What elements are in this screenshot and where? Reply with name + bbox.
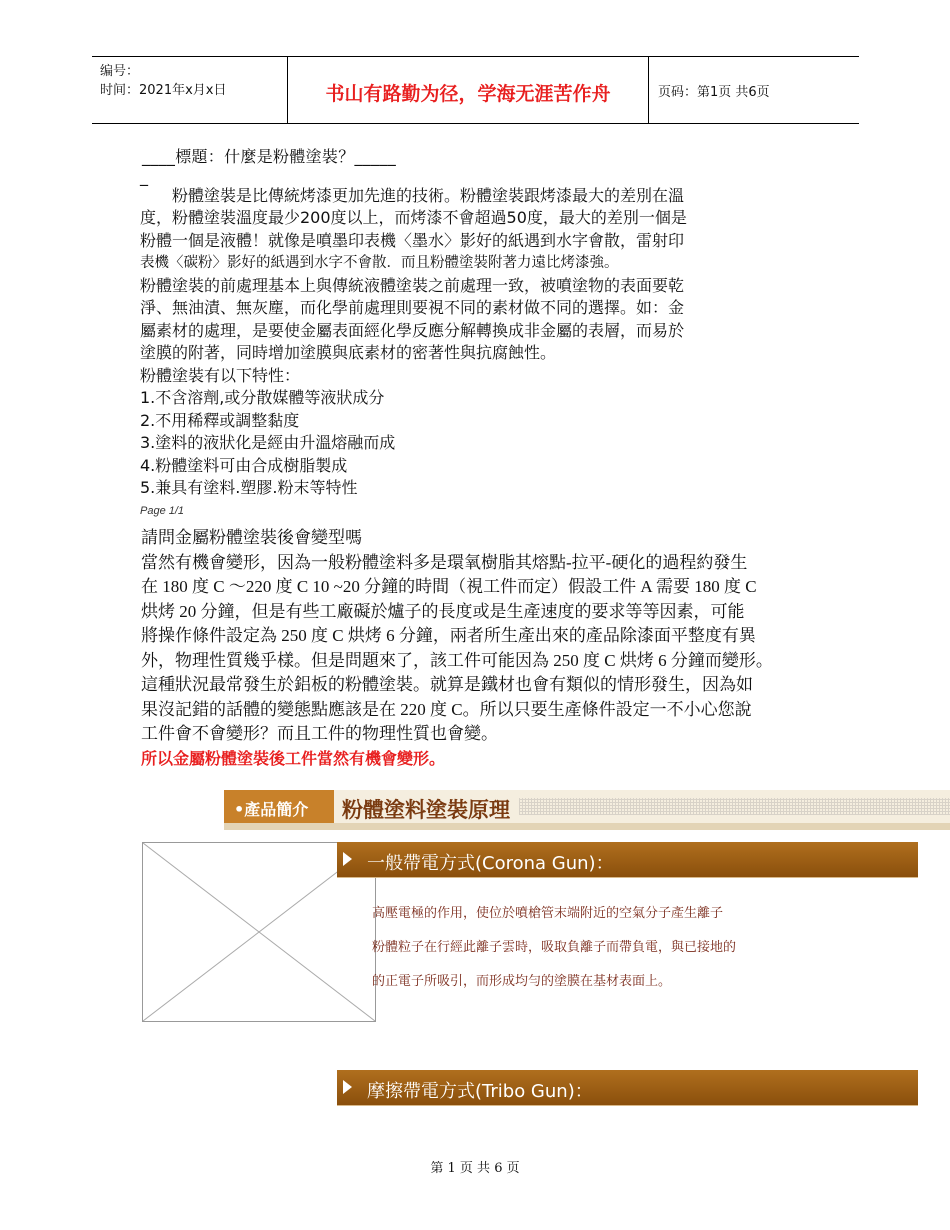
answer-line: 將操作條件設定為 250 度 C 烘烤 6 分鐘，兩者所生產出來的產品除漆面平整度有異 [141, 626, 756, 645]
feature-item: 4.粉體塗料可由合成樹脂製成 [140, 455, 348, 475]
body-line: 粉體塗裝的前處理基本上與傳統液體塗裝之前處理一致，被噴塗物的表面要乾 [140, 275, 685, 295]
corona-text-line: 的正電子所吸引，而形成均勻的塗膜在基材表面上。 [372, 974, 672, 989]
tribo-gun-title: 摩擦帶電方式(Tribo Gun)： [367, 1081, 593, 1102]
product-intro-label: •產品簡介 [234, 800, 309, 819]
time-label: 时间：2021年x月x日 [100, 83, 227, 98]
feature-item: 2.不用稀釋或調整黏度 [140, 410, 300, 430]
feature-item: 3.塗料的液狀化是經由升溫熔融而成 [140, 433, 396, 452]
tribo-gun-header [337, 1070, 918, 1105]
body-line: 淨、無油漬、無灰塵，而化學前處理則要視不同的素材做不同的選擇。如：金 [140, 298, 685, 317]
corona-text-line: 粉體粒子在行經此離子雲時，吸取負離子而帶負電，與已接地的 [372, 940, 737, 955]
header-page-info: 页码：第1页 共6页 [658, 85, 770, 100]
underscore-mark: _ [140, 166, 148, 186]
body-line: 表機〈碳粉〉影好的紙遇到水字不會散．而且粉體塗裝附著力遠比烤漆強。 [140, 255, 619, 271]
answer-line: 當然有機會變形，因為一般粉體塗料多是環氧樹脂其熔點-拉平-硬化的過程約發生 [141, 552, 748, 572]
arrow-right-icon [343, 852, 352, 866]
divider [337, 1105, 918, 1106]
arrow-right-icon [343, 1080, 352, 1094]
header-motto: 书山有路勤为径，学海无涯苦作舟 [325, 83, 611, 105]
banner-strip [224, 823, 950, 830]
corona-gun-header [337, 842, 918, 877]
body-line: 屬素材的處理，是要使金屬表面經化學反應分解轉換成非金屬的表層，而易於 [140, 320, 685, 340]
answer-line: 烘烤 20 分鐘，但是有些工廠礙於爐子的長度或是生產速度的要求等等因素，可能 [141, 601, 745, 621]
page-footer: 第 1 页 共 6 页 [430, 1161, 520, 1176]
body-line: 粉體一個是液體！就像是噴墨印表機〈墨水〉影好的紙遇到水字會散，雷射印 [140, 230, 685, 250]
conclusion-line: 所以金屬粉體塗裝後工件當然有機會變形。 [141, 748, 446, 768]
product-intro-tag [224, 790, 334, 823]
divider [337, 877, 918, 878]
number-label: 编号： [100, 64, 140, 79]
answer-line: 工件會不會變形？而且工件的物理性質也會變。 [141, 724, 498, 743]
feature-item: 5.兼具有塗料.塑膠.粉末等特性 [140, 478, 358, 497]
body-line: 粉體塗裝是比傳統烤漆更加先進的技術。粉體塗裝跟烤漆最大的差別在溫 [140, 185, 685, 205]
banner-pattern [519, 798, 950, 815]
product-banner [224, 790, 950, 830]
feature-item: 1.不含溶劑,或分散媒體等液狀成分 [140, 388, 385, 407]
corona-gun-title: 一般帶電方式(Corona Gun)： [367, 853, 614, 874]
answer-line: 在 180 度 C ～220 度 C 10 ~20 分鐘的時間（視工件而定）假設工件 A 需要 180 度 C [141, 577, 757, 596]
header-page-cell [648, 57, 859, 123]
header-meta-cell [92, 57, 287, 123]
body-line: 度，粉體塗裝溫度最少200度以上，而烤漆不會超過50度，最大的差別一個是 [140, 208, 687, 227]
corona-text-line: 高壓電極的作用，使位於噴槍管末端附近的空氣分子產生離子 [372, 906, 724, 921]
page-mark: Page 1/1 [140, 504, 185, 517]
features-heading: 粉體塗裝有以下特性： [140, 365, 301, 385]
answer-line: 果沒記錯的話體的變態點應該是在 220 度 C。所以只要生產條件設定一不小心您說 [141, 699, 752, 719]
body-line: 塗膜的附著，同時增加塗膜與底素材的密著性與抗腐蝕性。 [140, 343, 557, 362]
question-line: 請問金屬粉體塗裝後會變型嗎 [141, 528, 362, 547]
header-motto-cell [287, 57, 649, 123]
answer-line: 這種狀況最常發生於鋁板的粉體塗裝。就算是鐵材也會有類似的情形發生，因為如 [141, 675, 753, 694]
powder-coating-intro [140, 146, 800, 522]
document-header [92, 56, 859, 124]
deformation-section [141, 526, 821, 771]
answer-line: 外，物理性質幾乎樣。但是問題來了，該工件可能因為 250 度 C 烘烤 6 分鐘而變形。 [141, 650, 773, 670]
banner-title: 粉體塗料塗裝原理 [342, 798, 510, 822]
section-title: ____標題：什麼是粉體塗裝？_____ [142, 147, 397, 166]
